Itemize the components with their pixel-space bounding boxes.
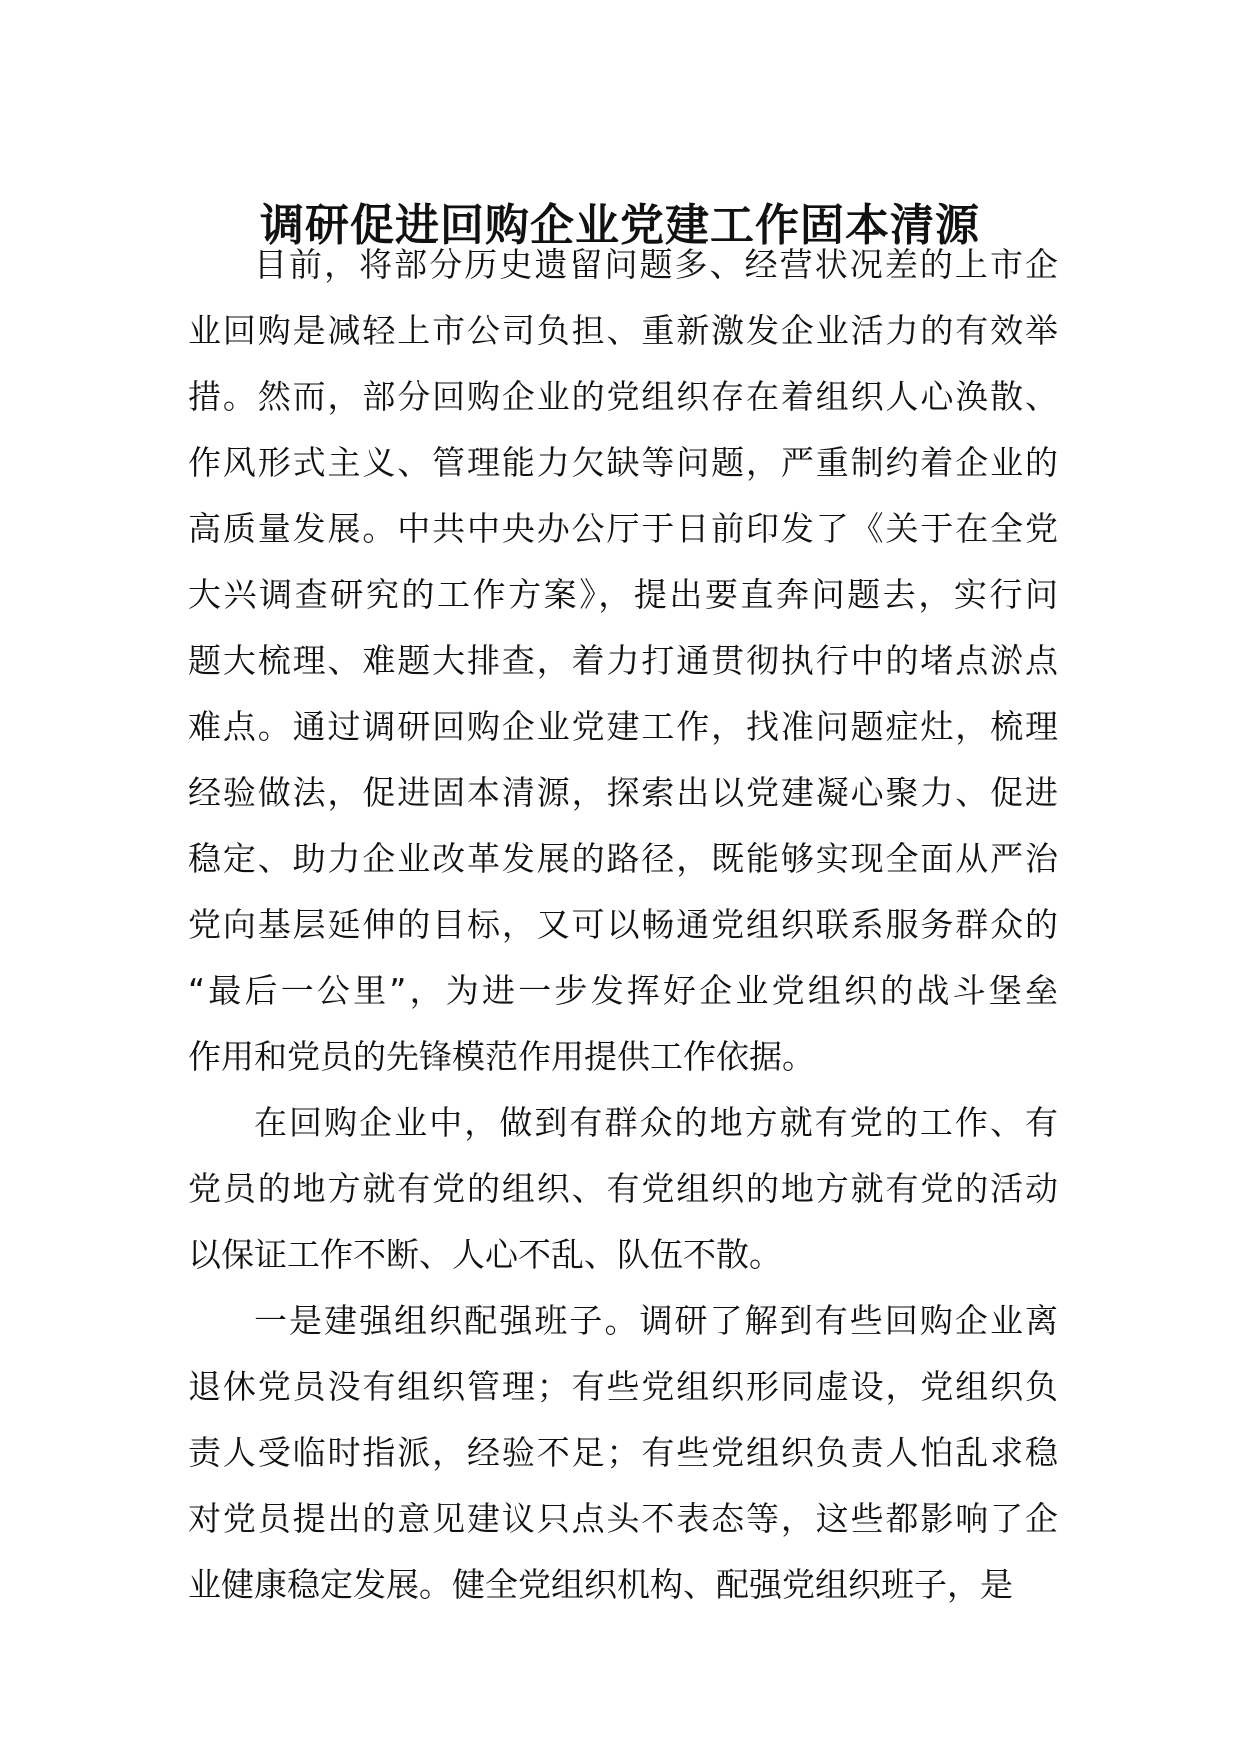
paragraph: [188, 1288, 1058, 1618]
paragraph: [188, 1090, 1058, 1288]
text-line: 题大梳理、难题大排查，着力打通贯彻执行中的堵点淤点: [188, 641, 1058, 680]
text-line: “最后一公里”，为进一步发挥好企业党组织的战斗堡垒: [188, 971, 1058, 1010]
text-line: 退休党员没有组织管理；有些党组织形同虚设，党组织负: [188, 1367, 1058, 1406]
text-line: 责人受临时指派，经验不足；有些党组织负责人怕乱求稳: [188, 1433, 1058, 1472]
text-line: 经验做法，促进固本清源，探索出以党建凝心聚力、促进: [188, 773, 1058, 812]
text-line: 高质量发展。中共中央办公厅于日前印发了《关于在全党: [188, 509, 1058, 548]
paragraph: [188, 232, 1058, 1090]
text-line: 对党员提出的意见建议只点头不表态等，这些都影响了企: [188, 1499, 1058, 1538]
text-line: 大兴调查研究的工作方案》，提出要直奔问题去，实行问: [188, 575, 1058, 614]
text-line: 业健康稳定发展。健全党组织机构、配强党组织班子，是: [188, 1565, 1013, 1604]
text-line: 难点。通过调研回购企业党建工作，找准问题症灶，梳理: [188, 707, 1058, 746]
text-line: 措。然而，部分回购企业的党组织存在着组织人心涣散、: [188, 377, 1058, 416]
text-line: 目前，将部分历史遗留问题多、经营状况差的上市企: [254, 245, 1058, 284]
text-line: 以保证工作不断、人心不乱、队伍不散。: [188, 1235, 782, 1274]
text-line: 业回购是减轻上市公司负担、重新激发企业活力的有效举: [188, 311, 1058, 350]
text-line: 党员的地方就有党的组织、有党组织的地方就有党的活动: [188, 1169, 1058, 1208]
text-line: 一是建强组织配强班子。调研了解到有些回购企业离: [254, 1301, 1058, 1340]
document-title: 调研促进回购企业党建工作固本清源: [260, 200, 980, 252]
text-line: 作用和党员的先锋模范作用提供工作依据。: [188, 1037, 815, 1076]
text-line: 稳定、助力企业改革发展的路径，既能够实现全面从严治: [188, 839, 1058, 878]
text-line: 作风形式主义、管理能力欠缺等问题，严重制约着企业的: [188, 443, 1058, 482]
text-line: 在回购企业中，做到有群众的地方就有党的工作、有: [254, 1103, 1058, 1142]
document-body: [188, 232, 1058, 1618]
text-line: 党向基层延伸的目标，又可以畅通党组织联系服务群众的: [188, 905, 1058, 944]
